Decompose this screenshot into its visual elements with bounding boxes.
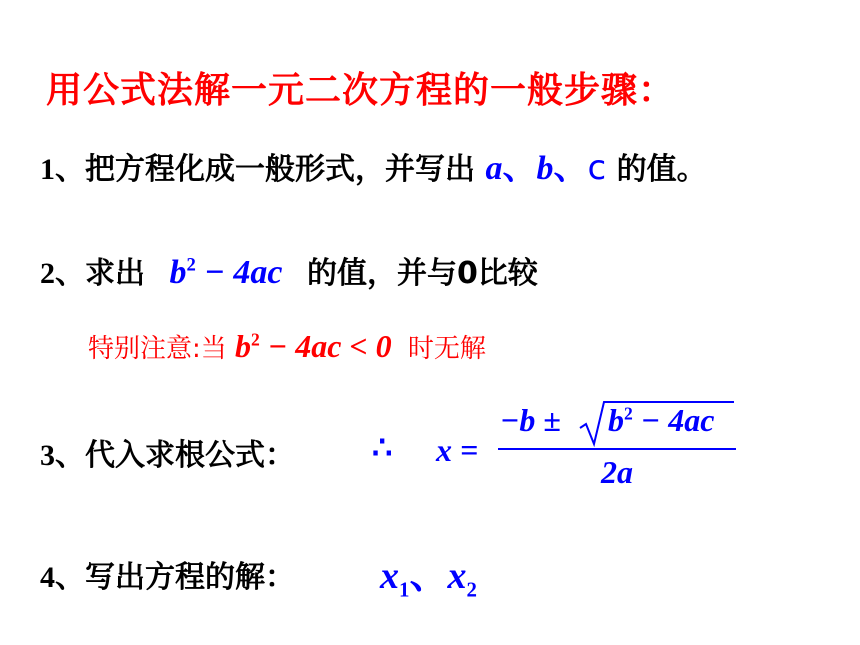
step-2-number: 2 — [40, 257, 55, 290]
formula-lhs: x = — [436, 432, 479, 468]
step-1-number: 1 — [40, 153, 55, 186]
step-3 — [40, 430, 295, 474]
step-2-text: 、求出 — [55, 256, 145, 291]
note-prefix: 特别注意:当 — [88, 334, 227, 364]
page-title: 用公式法解一元二次方程的一般步骤： — [46, 70, 676, 111]
step-2-suffix: 的值，并与0比较 — [306, 256, 538, 291]
step-2 — [40, 248, 538, 292]
special-note — [88, 328, 486, 365]
discriminant-expression: $b^2 - 4ac$ — [169, 254, 283, 291]
step-1-suffix: 的值。 — [616, 152, 707, 187]
formula-numerator: −b ± $b^2 - 4ac$ — [498, 398, 736, 448]
step-1-text: 、把方程化成一般形式，并写出 — [55, 152, 475, 187]
step-4 — [40, 552, 295, 596]
formula-radicand: $b^2 - 4ac$ — [608, 402, 715, 438]
fraction-bar — [498, 448, 736, 450]
step-3-text: 、代入求根公式： — [55, 438, 295, 473]
note-inequality: $b^2 - 4ac < 0$ — [235, 328, 392, 364]
step-4-number: 4 — [40, 561, 55, 594]
var-a: a — [485, 150, 503, 187]
var-b: b — [536, 150, 554, 187]
therefore-symbol: ∴ — [372, 429, 393, 465]
step-3-number: 3 — [40, 439, 55, 472]
separator: 、 — [553, 150, 588, 187]
step-1 — [40, 140, 707, 189]
note-suffix: 时无解 — [407, 334, 486, 364]
formula-denominator: 2a — [601, 454, 633, 490]
step-4-text: 、写出方程的解： — [55, 560, 295, 595]
var-c: c — [587, 148, 607, 188]
quadratic-formula-fraction — [498, 398, 736, 504]
solutions: $x_1$、$x_2$ — [380, 555, 477, 602]
separator: 、 — [502, 150, 537, 187]
